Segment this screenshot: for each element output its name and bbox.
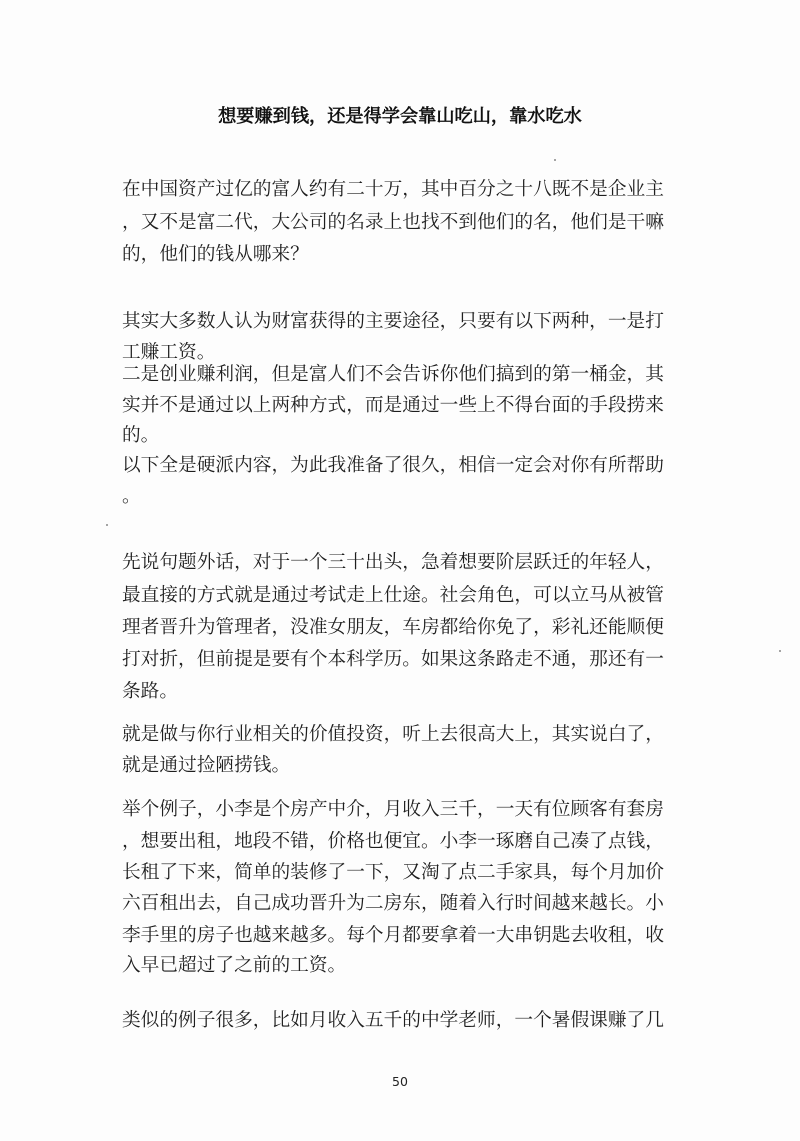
text-line: ，又不是富二代，大公司的名录上也找不到他们的名，他们是干嘛 <box>122 212 664 233</box>
text-line: 六百租出去，自己成功晋升为二房东，随着入行时间越来越长。小 <box>122 893 664 914</box>
text-line: 的，他们的钱从哪来？ <box>122 244 309 265</box>
text-line: 其实大多数人认为财富获得的主要途径，只要有以下两种，一是打 <box>122 311 664 332</box>
text-line: ，想要出租，地段不错，价格也便宜。小李一琢磨自己凑了点钱， <box>122 831 664 852</box>
page-title: 想要赚到钱，还是得学会靠山吃山，靠水吃水 <box>218 106 582 127</box>
text-line: 实并不是通过以上两种方式，而是通过一些上不得台面的手段捞来 <box>122 395 664 416</box>
text-line: 二是创业赚利润，但是富人们不会告诉你他们搞到的第一桶金，其 <box>122 364 664 385</box>
text-line: 条路。 <box>122 681 179 702</box>
page-number: 50 <box>392 1074 408 1089</box>
text-line: 。 <box>122 486 141 507</box>
text-line: 就是通过捡陋捞钱。 <box>122 755 291 776</box>
text-line: 理者晋升为管理者，没准女朋友，车房都给你免了，彩礼还能顺便 <box>122 617 664 638</box>
text-line: 入早已超过了之前的工资。 <box>122 955 347 976</box>
text-line: 在中国资产过亿的富人约有二十万，其中百分之十八既不是企业主 <box>122 179 664 200</box>
text-line: 举个例子，小李是个房产中介，月收入三千，一天有位顾客有套房 <box>122 799 664 820</box>
text-line: 李手里的房子也越来越多。每个月都要拿着一大串钥匙去收租，收 <box>122 925 664 946</box>
text-line: 先说句题外话，对于一个三十出头，急着想要阶层跃迁的年轻人， <box>122 552 664 573</box>
text-line: 打对折，但前提是要有个本科学历。如果这条路走不通，那还有一 <box>122 649 664 670</box>
text-line: 的。 <box>122 425 160 446</box>
text-line: 最直接的方式就是通过考试走上仕途。社会角色，可以立马从被管 <box>122 585 664 606</box>
scan-speck <box>779 650 781 652</box>
text-line: 长租了下来，简单的装修了一下，又淘了点二手家具，每个月加价 <box>122 862 664 883</box>
text-line: 以下全是硬派内容，为此我准备了很久，相信一定会对你有所帮助 <box>122 455 664 476</box>
scan-speck <box>554 159 556 161</box>
text-line: 就是做与你行业相关的价值投资，听上去很高大上，其实说白了， <box>122 724 664 745</box>
scan-speck <box>106 524 108 526</box>
text-line: 工赚工资。 <box>122 342 216 363</box>
text-line: 类似的例子很多，比如月收入五千的中学老师，一个暑假课赚了几 <box>122 1010 664 1031</box>
